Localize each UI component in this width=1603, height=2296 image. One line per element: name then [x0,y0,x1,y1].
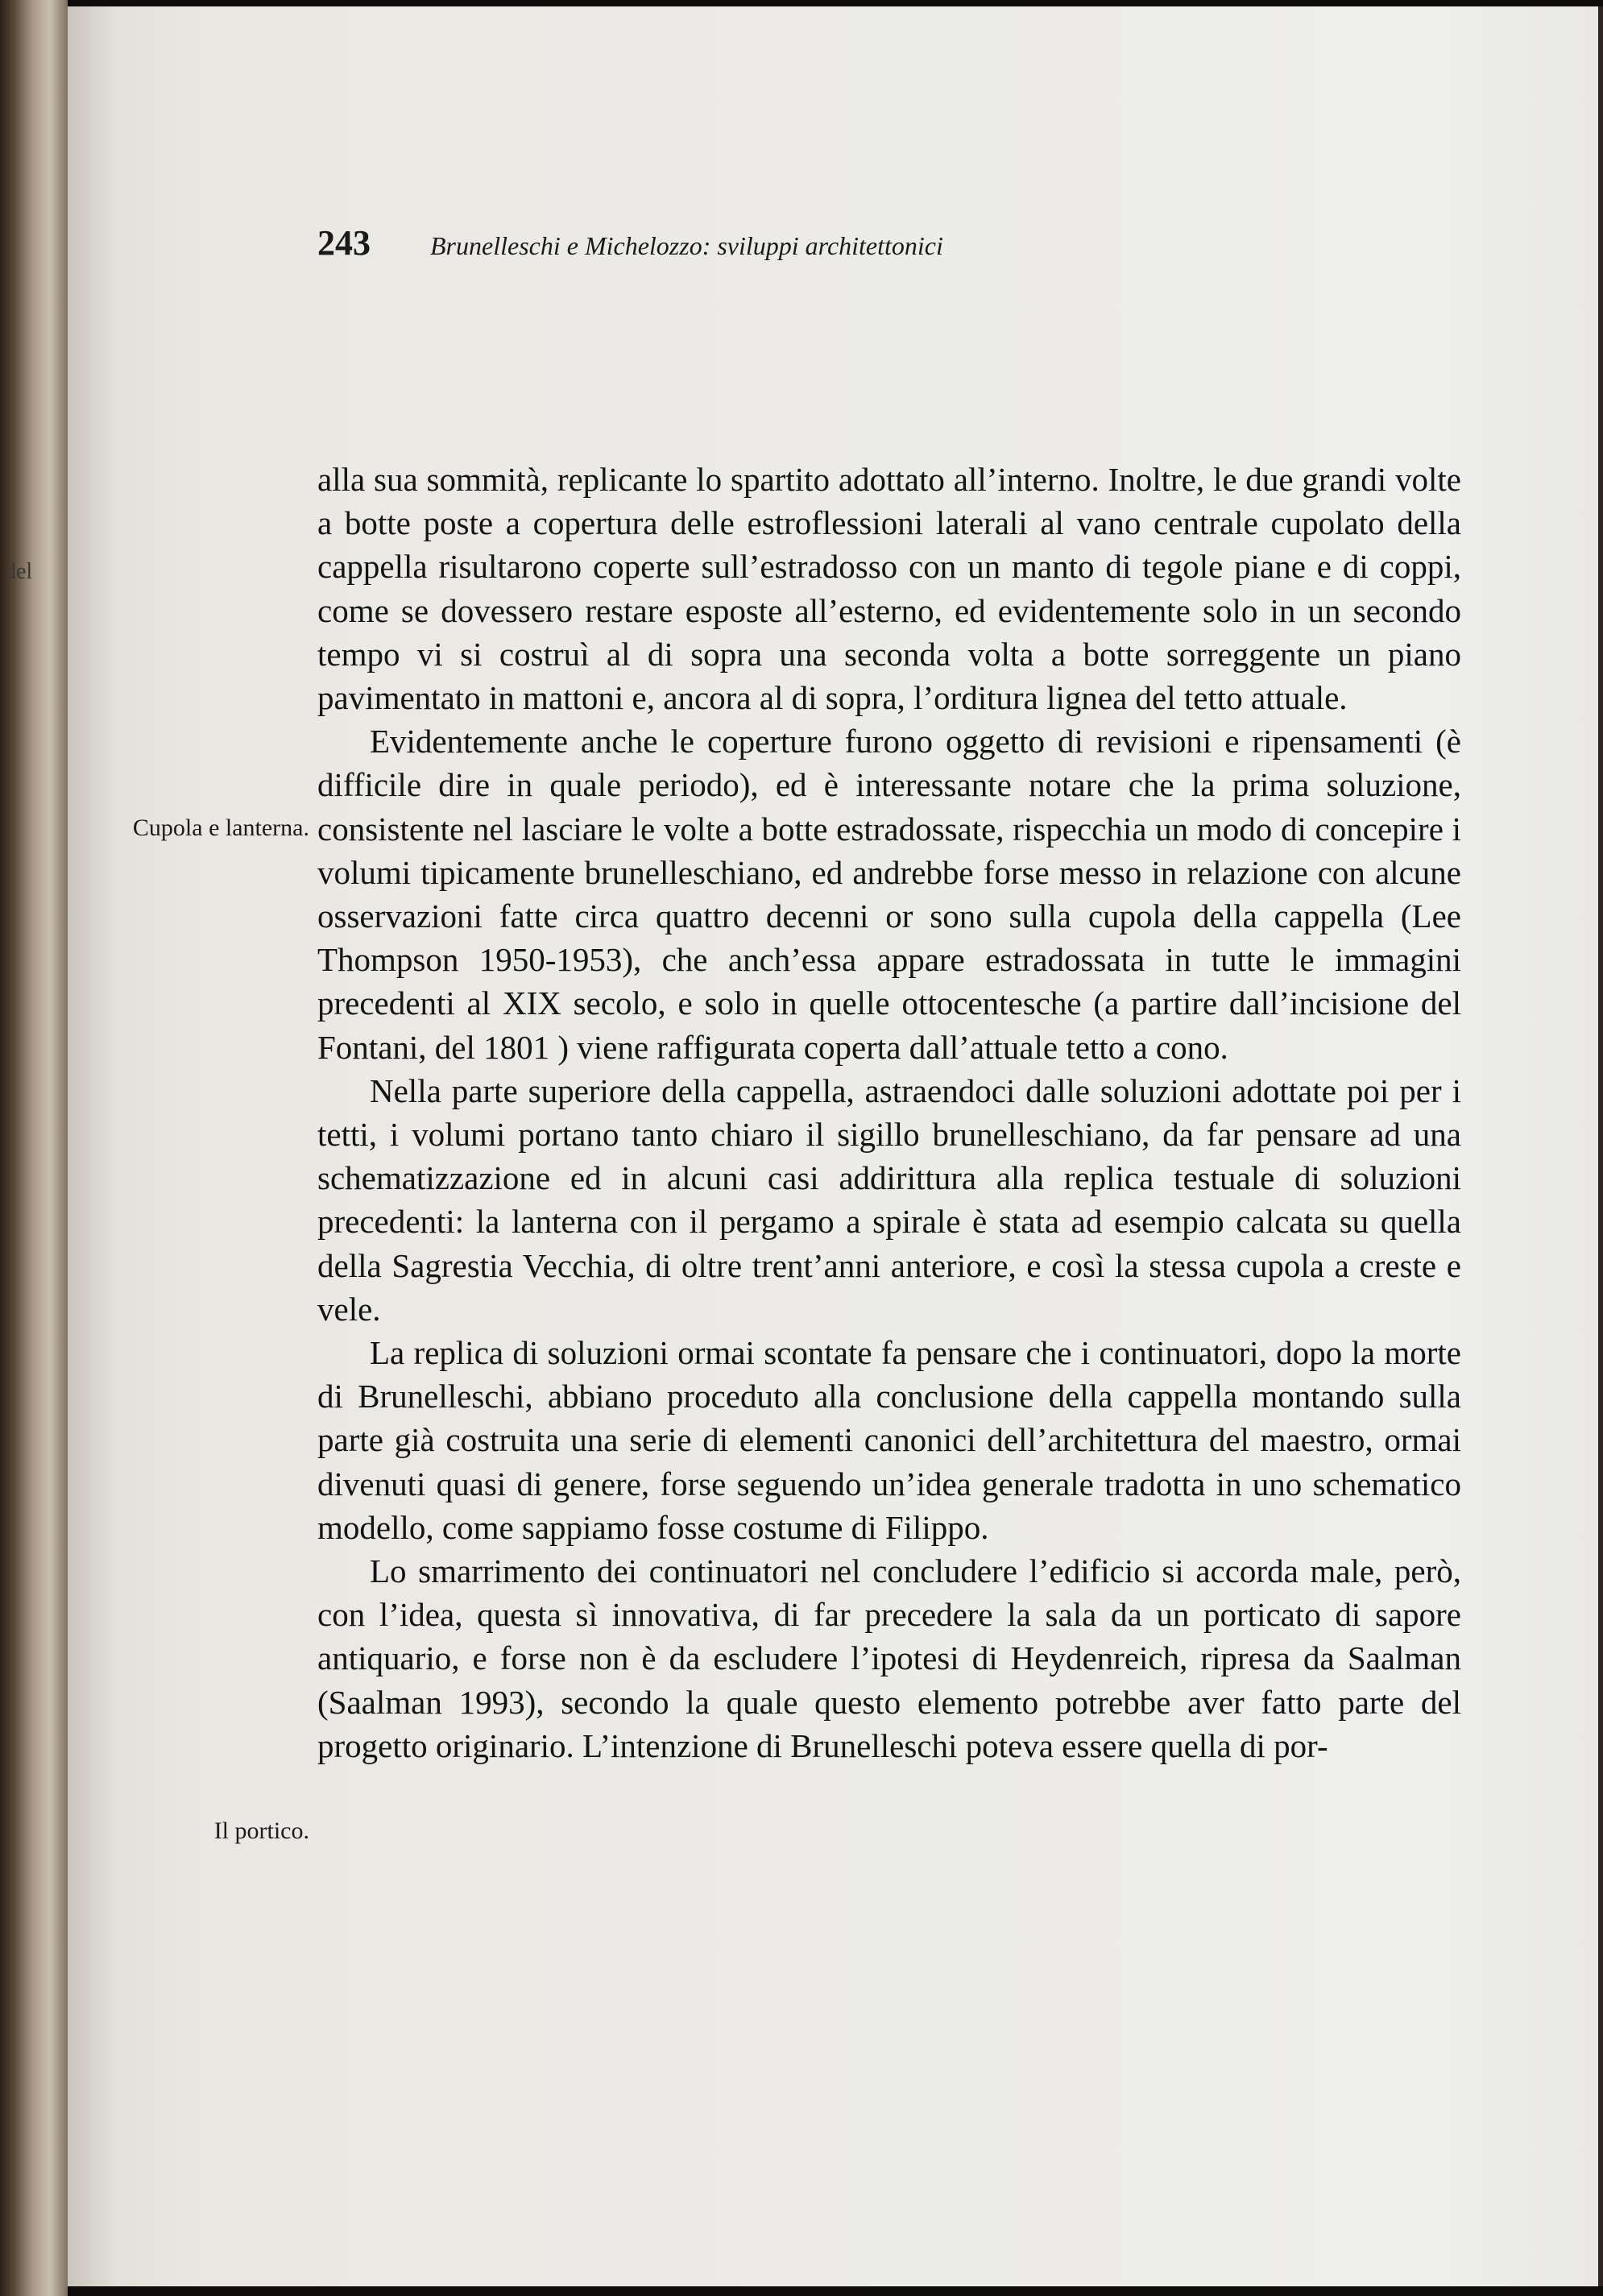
paragraph-5: Lo smarrimento dei continuatori nel concludere l’edificio si accorda male, però, con l’idea, questa sì innovativa, di far precedere la sala da un porticato di sapore antiquario, e forse non è da escludere l’ipotesi di Heydenreich, ripresa da Saalman (Saalman 1993), secondo la quale questo elemento potrebbe aver fatto parte del progetto originario. L’intenzione di Brunelleschi poteva essere quella di por- [317,1552,1461,1764]
paragraph-4: La replica di soluzioni ormai scontate fa pensare che i continuatori, dopo la morte di Brunelleschi, abbiano proceduto alla conclusione della cappella montando sulla parte già costruita una serie di elementi canonici dell’architettura del maestro, ormai divenuti quasi di genere, forse seguendo un’idea generale tradotta in uno schematico modello, come sappiamo fosse costume di Filippo. [317,1334,1461,1546]
body-text [317,458,1461,1768]
paragraph-1: alla sua sommità, replicante lo spartito adottato all’interno. Inoltre, le due grandi volte a botte poste a copertura delle estroflessioni laterali al vano centrale cupolato della cappella risultarono coperte sull’estradosso con un manto di tegole piane e di coppi, come se dovessero restare esposte all’esterno, ed evidentemente solo in un secondo tempo vi si costruì al di sopra una seconda volta a botte sorreggente un piano pavimentato in mattoni e, ancora al di sopra, l’orditura lignea del tetto attuale. [317,461,1461,717]
previous-page-edge [0,0,68,2296]
running-title: Brunelleschi e Michelozzo: sviluppi architettonici [430,231,943,260]
margin-note-portico: Il portico. [213,1817,309,1844]
paragraph-3: Nella parte superiore della cappella, astraendoci dalle soluzioni adottate poi per i tetti, i volumi portano tanto chiaro il sigillo brunelleschiano, da far pensare ad una schematizzazione ed in alcuni casi addirittura alla replica testuale di soluzioni precedenti: la lanterna con il pergamo a spirale è stata ad esempio calcata su quella della Sagrestia Vecchia, di oltre trent’anni anteriore, e così la stessa cupola a creste e vele. [317,1071,1461,1328]
paragraph-2: Evidentemente anche le coperture furono oggetto di revisioni e ripensamenti (è difficile dire in quale periodo), ed è interessante notare che la prima soluzione, consistente nel lasciare le volte a botte estradossate, rispecchia un modo di concepire i volumi tipicamente brunelleschiano, ed andrebbe forse messo in relazione con alcune osservazioni fatte circa quattro decenni or sono sulla cupola della cappella (Lee Thompson 1950-1953), che anch’essa appare estradossata in tutte le immagini precedenti al XIX secolo, e solo in quelle ottocentesche (a partire dall’incisione del Fontani, del 1801 ) viene raffigurata coperta dall’attuale tetto a cono. [317,723,1461,1066]
page-number: 243 [317,223,371,263]
running-head [317,222,943,263]
margin-note-cupola: Cupola e lanterna. [132,814,309,841]
previous-page-fragment: del [5,559,33,584]
book-page [68,6,1603,2286]
